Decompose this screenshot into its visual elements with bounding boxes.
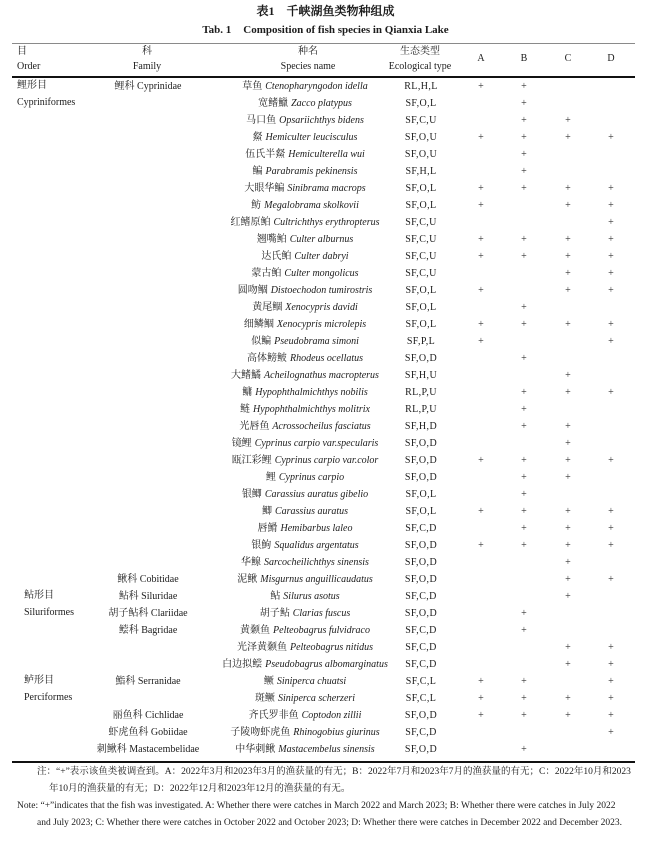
- ecological-type-cell: SF,O,D: [404, 608, 438, 619]
- table-caption-en: Composition of fish species in Qianxia Lake: [243, 24, 449, 36]
- catch-mark-c: +: [565, 387, 571, 398]
- table-row: [0, 520, 651, 537]
- header-order: [17, 44, 40, 74]
- ecological-type-cell: SF,O,L: [405, 319, 437, 330]
- catch-mark-a: +: [478, 693, 484, 704]
- catch-mark-b: +: [521, 81, 527, 92]
- catch-mark-d: +: [608, 523, 614, 534]
- table-row: [0, 350, 651, 367]
- table-note-en: [12, 798, 630, 832]
- species-latin-name: Mastacembelus sinensis: [278, 744, 375, 755]
- family-cell: 鲇科 Siluridae: [118, 591, 178, 602]
- catch-mark-c: +: [565, 472, 571, 483]
- catch-mark-c: +: [565, 557, 571, 568]
- table-body: [0, 78, 651, 758]
- order-name-zh: 鲤形目: [17, 80, 47, 91]
- catch-mark-b: +: [521, 523, 527, 534]
- species-name-zh: 大鳍鱊: [231, 370, 262, 381]
- species-latin-name: Clarias fuscus: [292, 608, 351, 619]
- species-latin-name: Pelteobagrus nitidus: [289, 642, 374, 653]
- catch-mark-b: +: [521, 149, 527, 160]
- catch-mark-d: +: [608, 336, 614, 347]
- table-row: [0, 265, 651, 282]
- catch-mark-a: +: [478, 285, 484, 296]
- header-ecological-type: [375, 44, 465, 74]
- species-latin-name: Hypophthalmichthys molitrix: [253, 404, 370, 415]
- table-row: [0, 401, 651, 418]
- catch-mark-c: +: [565, 591, 571, 602]
- ecological-type-cell: SF,H,L: [405, 166, 437, 177]
- table-row: [0, 248, 651, 265]
- catch-mark-b: +: [521, 608, 527, 619]
- species-latin-name: Xenocypris microlepis: [276, 319, 367, 330]
- table-number-en: Tab. 1: [202, 24, 232, 36]
- ecological-type-cell: SF,C,L: [405, 693, 437, 704]
- table-row: [0, 384, 651, 401]
- catch-mark-b: +: [521, 676, 527, 687]
- catch-mark-b: +: [521, 472, 527, 483]
- species-name-zh: 细鳞鲴: [243, 319, 274, 330]
- species-name-zh: 胡子鲇: [259, 608, 290, 619]
- catch-mark-c: +: [565, 285, 571, 296]
- species-latin-name: Acrossocheilus fasciatus: [272, 421, 371, 432]
- species-latin-name: Culter mongolicus: [284, 268, 359, 279]
- species-name-zh: 达氏鲌: [261, 251, 292, 262]
- species-latin-name: Hemiculterella wui: [288, 149, 365, 160]
- species-latin-name: Cyprinus carpio var.specularis: [254, 438, 379, 449]
- catch-mark-b: +: [521, 115, 527, 126]
- table-row: [0, 418, 651, 435]
- table-note-zh: [12, 764, 633, 798]
- species-name-zh: 翘嘴鲌: [256, 234, 287, 245]
- catch-mark-d: +: [608, 540, 614, 551]
- ecological-type-cell: SF,C,U: [405, 251, 437, 262]
- catch-mark-d: +: [608, 693, 614, 704]
- header-col-a: A: [477, 53, 485, 64]
- species-latin-name: Silurus asotus: [283, 591, 340, 602]
- catch-mark-c: +: [565, 132, 571, 143]
- ecological-type-cell: SF,O,D: [404, 710, 438, 721]
- catch-mark-d: +: [608, 234, 614, 245]
- header-eco-en: Ecological type: [388, 61, 452, 72]
- species-name-zh: 鲤: [265, 472, 276, 483]
- catch-mark-b: +: [521, 234, 527, 245]
- catch-mark-a: +: [478, 81, 484, 92]
- catch-mark-a: +: [478, 319, 484, 330]
- catch-mark-c: +: [565, 251, 571, 262]
- species-name-zh: 光泽黄颡鱼: [236, 642, 287, 653]
- catch-mark-b: +: [521, 540, 527, 551]
- species-name-zh: 白边拟鲿: [222, 659, 263, 670]
- catch-mark-d: +: [608, 268, 614, 279]
- table-row: [0, 282, 651, 299]
- table-row: [0, 452, 651, 469]
- catch-mark-c: +: [565, 710, 571, 721]
- species-latin-name: Siniperca scherzeri: [277, 693, 356, 704]
- table-row: [0, 554, 651, 571]
- table-row: [0, 639, 651, 656]
- ecological-type-cell: SF,H,D: [404, 421, 438, 432]
- table-row: [0, 605, 651, 622]
- catch-mark-d: +: [608, 387, 614, 398]
- species-latin-name: Megalobrama skolkovii: [264, 200, 359, 211]
- table-row: [0, 690, 651, 707]
- ecological-type-cell: SF,O,L: [405, 183, 437, 194]
- species-name-zh: 似鳊: [251, 336, 272, 347]
- ecological-type-cell: SF,P,L: [406, 336, 436, 347]
- species-latin-name: Ctenopharyngodon idella: [265, 81, 368, 92]
- species-name-zh: 齐氏罗非鱼: [248, 710, 299, 721]
- species-name-zh: 鲇: [270, 591, 281, 602]
- catch-mark-d: +: [608, 455, 614, 466]
- species-latin-name: Cultrichthys erythropterus: [273, 217, 380, 228]
- table-row: [0, 571, 651, 588]
- catch-mark-c: +: [565, 523, 571, 534]
- species-latin-name: Pseudobrama simoni: [274, 336, 359, 347]
- species-name-zh: 草鱼: [242, 81, 263, 92]
- ecological-type-cell: SF,H,U: [404, 370, 438, 381]
- table-row: [0, 129, 651, 146]
- order-name-en: Cypriniformes: [17, 96, 76, 108]
- ecological-type-cell: SF,C,D: [405, 727, 437, 738]
- ecological-type-cell: SF,O,D: [404, 438, 438, 449]
- table-row: [0, 707, 651, 724]
- ecological-type-cell: SF,O,D: [404, 744, 438, 755]
- catch-mark-b: +: [521, 251, 527, 262]
- catch-mark-a: +: [478, 183, 484, 194]
- table-row: [0, 146, 651, 163]
- catch-mark-c: +: [565, 693, 571, 704]
- ecological-type-cell: SF,O,U: [404, 132, 438, 143]
- table-row: [0, 656, 651, 673]
- species-latin-name: Culter dabryi: [294, 251, 349, 262]
- table-row: [0, 333, 651, 350]
- catch-mark-d: +: [608, 659, 614, 670]
- catch-mark-a: +: [478, 506, 484, 517]
- table-title-en: [0, 22, 651, 38]
- species-latin-name: Parabramis pekinensis: [265, 166, 358, 177]
- catch-mark-c: +: [565, 115, 571, 126]
- species-latin-name: Coptodon zillii: [301, 710, 362, 721]
- species-latin-name: Carassius auratus: [274, 506, 349, 517]
- species-name-zh: 子陵吻虾虎鱼: [230, 727, 291, 738]
- species-latin-name: Rhodeus ocellatus: [289, 353, 364, 364]
- species-name-zh: 唇䱻: [257, 523, 278, 534]
- species-latin-name: Misgurnus anguillicaudatus: [260, 574, 373, 585]
- ecological-type-cell: SF,C,D: [405, 642, 437, 653]
- table-row: [0, 163, 651, 180]
- species-latin-name: Siniperca chuatsi: [276, 676, 347, 687]
- catch-mark-d: +: [608, 319, 614, 330]
- species-name-zh: 银鮈: [251, 540, 272, 551]
- species-name-zh: 宽鳍鱲: [258, 98, 289, 109]
- family-cell: 丽鱼科 Cichlidae: [112, 710, 184, 721]
- ecological-type-cell: SF,O,L: [405, 98, 437, 109]
- ecological-type-cell: SF,C,U: [405, 268, 437, 279]
- species-latin-name: Squalidus argentatus: [274, 540, 359, 551]
- species-latin-name: Acheilognathus macropterus: [264, 370, 379, 381]
- table-row: [0, 367, 651, 384]
- catch-mark-d: +: [608, 183, 614, 194]
- catch-mark-a: +: [478, 234, 484, 245]
- catch-mark-a: +: [478, 200, 484, 211]
- catch-mark-a: +: [478, 676, 484, 687]
- ecological-type-cell: SF,O,L: [405, 302, 437, 313]
- species-latin-name: Carassius auratus gibelio: [264, 489, 369, 500]
- family-cell: 鳅科 Cobitidae: [117, 574, 179, 585]
- catch-mark-c: +: [565, 642, 571, 653]
- catch-mark-b: +: [521, 353, 527, 364]
- species-name-zh: 圆吻鲴: [237, 285, 268, 296]
- catch-mark-b: +: [521, 302, 527, 313]
- catch-mark-d: +: [608, 200, 614, 211]
- catch-mark-d: +: [608, 506, 614, 517]
- table-bottom-rule: [12, 761, 635, 763]
- catch-mark-b: +: [521, 132, 527, 143]
- species-name-zh: 高体鳑鲏: [246, 353, 287, 364]
- species-latin-name: Sarcocheilichthys sinensis: [264, 557, 369, 568]
- ecological-type-cell: SF,O,L: [405, 285, 437, 296]
- catch-mark-c: +: [565, 200, 571, 211]
- species-latin-name: Cyprinus carpio var.color: [274, 455, 379, 466]
- table-row: [0, 469, 651, 486]
- catch-mark-c: +: [565, 438, 571, 449]
- table-row: [0, 741, 651, 758]
- species-name-zh: 镜鲤: [231, 438, 252, 449]
- catch-mark-c: +: [565, 234, 571, 245]
- ecological-type-cell: RL,P,U: [405, 387, 437, 398]
- species-name-zh: 䱗: [252, 132, 263, 143]
- species-name-zh: 银鲫: [241, 489, 262, 500]
- species-name-zh: 鳙: [242, 387, 253, 398]
- family-cell: 鲿科 Bagridae: [118, 625, 178, 636]
- catch-mark-c: +: [565, 268, 571, 279]
- header-species: [243, 44, 373, 74]
- table-number-zh: 表1: [256, 4, 275, 18]
- species-name-zh: 鳜: [263, 676, 274, 687]
- species-name-zh: 红鳍原鲌: [230, 217, 271, 228]
- ecological-type-cell: SF,O,U: [404, 149, 438, 160]
- header-col-c: C: [564, 53, 572, 64]
- family-cell: 鮨科 Serranidae: [115, 676, 181, 687]
- ecological-type-cell: SF,O,D: [404, 353, 438, 364]
- ecological-type-cell: SF,C,U: [405, 217, 437, 228]
- species-name-zh: 斑鳜: [254, 693, 275, 704]
- header-col-b: B: [520, 53, 528, 64]
- species-latin-name: Pelteobagrus fulvidraco: [273, 625, 370, 636]
- catch-mark-d: +: [608, 642, 614, 653]
- header-order-en: Order: [17, 61, 41, 72]
- catch-mark-c: +: [565, 319, 571, 330]
- species-name-zh: 马口鱼: [246, 115, 277, 126]
- species-latin-name: Hypophthalmichthys nobilis: [255, 387, 368, 398]
- species-latin-name: Opsariichthys bidens: [279, 115, 364, 126]
- catch-mark-c: +: [565, 370, 571, 381]
- ecological-type-cell: SF,C,D: [405, 659, 437, 670]
- species-name-zh: 泥鳅: [237, 574, 258, 585]
- table-row: [0, 537, 651, 554]
- header-species-zh: 种名: [298, 46, 318, 57]
- species-name-zh: 大眼华鳊: [244, 183, 285, 194]
- species-name-zh: 华鳈: [241, 557, 262, 568]
- species-latin-name: Sinibrama macrops: [287, 183, 366, 194]
- order-name-zh: 鲇形目: [24, 590, 54, 601]
- species-latin-name: Pseudobagrus albomarginatus: [265, 659, 388, 670]
- catch-mark-a: +: [478, 710, 484, 721]
- catch-mark-c: +: [565, 540, 571, 551]
- species-latin-name: Hemibarbus laleo: [280, 523, 353, 534]
- catch-mark-d: +: [608, 676, 614, 687]
- species-name-zh: 鲫: [261, 506, 272, 517]
- header-col-d: D: [607, 53, 615, 64]
- catch-mark-b: +: [521, 98, 527, 109]
- catch-mark-d: +: [608, 710, 614, 721]
- species-latin-name: Zacco platypus: [291, 98, 352, 109]
- table-row: [0, 197, 651, 214]
- catch-mark-b: +: [521, 506, 527, 517]
- ecological-type-cell: SF,O,D: [404, 574, 438, 585]
- table-row: [0, 95, 651, 112]
- ecological-type-cell: RL,P,U: [405, 404, 437, 415]
- species-latin-name: Rhinogobius giurinus: [293, 727, 380, 738]
- catch-mark-b: +: [521, 693, 527, 704]
- table-row: [0, 622, 651, 639]
- family-cell: 鲤科 Cyprinidae: [114, 81, 182, 92]
- catch-mark-b: +: [521, 404, 527, 415]
- header-order-zh: 目: [17, 46, 27, 57]
- ecological-type-cell: SF,O,L: [405, 506, 437, 517]
- table-row: [0, 316, 651, 333]
- header-family-zh: 科: [142, 46, 152, 57]
- species-latin-name: Xenocypris davidi: [285, 302, 358, 313]
- catch-mark-a: +: [478, 540, 484, 551]
- ecological-type-cell: SF,O,D: [404, 472, 438, 483]
- ecological-type-cell: SF,C,U: [405, 234, 437, 245]
- species-name-zh: 黄尾鲴: [252, 302, 283, 313]
- catch-mark-a: +: [478, 336, 484, 347]
- catch-mark-b: +: [521, 710, 527, 721]
- header-family: [97, 44, 197, 74]
- catch-mark-b: +: [521, 489, 527, 500]
- note-zh-text: 注：“+”表示该鱼类被调查到。A：2022年3月和2023年3月的渔获量的有无；B：2022年7月和2023年7月的渔获量的有无；C：2022年10月和2023年10月的渔获量的有无；D：2022年12月和2023年12月的渔获量的有无。: [37, 767, 631, 794]
- catch-mark-b: +: [521, 387, 527, 398]
- species-latin-name: Cyprinus carpio: [278, 472, 345, 483]
- species-latin-name: Hemiculter leucisculus: [265, 132, 358, 143]
- species-name-zh: 鳊: [252, 166, 263, 177]
- table-row: [0, 299, 651, 316]
- table-row: [0, 486, 651, 503]
- catch-mark-d: +: [608, 727, 614, 738]
- catch-mark-b: +: [521, 166, 527, 177]
- ecological-type-cell: SF,O,D: [404, 455, 438, 466]
- table-row: [0, 435, 651, 452]
- catch-mark-b: +: [521, 744, 527, 755]
- ecological-type-cell: SF,O,L: [405, 489, 437, 500]
- family-cell: 胡子鲇科 Clariidae: [108, 608, 188, 619]
- table-row: [0, 180, 651, 197]
- ecological-type-cell: SF,C,D: [405, 523, 437, 534]
- species-name-zh: 伍氏半䱗: [245, 149, 286, 160]
- species-name-zh: 鲂: [251, 200, 262, 211]
- catch-mark-c: +: [565, 421, 571, 432]
- catch-mark-b: +: [521, 319, 527, 330]
- ecological-type-cell: SF,C,U: [405, 115, 437, 126]
- order-name-en: Siluriformes: [24, 606, 74, 618]
- catch-mark-c: +: [565, 183, 571, 194]
- header-family-en: Family: [132, 61, 162, 72]
- catch-mark-b: +: [521, 183, 527, 194]
- table-row: [0, 724, 651, 741]
- species-name-zh: 黄颡鱼: [240, 625, 271, 636]
- ecological-type-cell: RL,H,L: [404, 81, 438, 92]
- catch-mark-c: +: [565, 659, 571, 670]
- table-title-zh: [0, 3, 651, 19]
- table-row: [0, 503, 651, 520]
- ecological-type-cell: SF,O,L: [405, 200, 437, 211]
- catch-mark-d: +: [608, 132, 614, 143]
- ecological-type-cell: SF,C,L: [405, 676, 437, 687]
- species-name-zh: 蒙古鲌: [251, 268, 282, 279]
- order-name-zh: 鲈形目: [24, 675, 54, 686]
- catch-mark-d: +: [608, 217, 614, 228]
- catch-mark-c: +: [565, 506, 571, 517]
- catch-mark-a: +: [478, 132, 484, 143]
- catch-mark-b: +: [521, 625, 527, 636]
- note-en-text: Note: “+”indicates that the fish was investigated. A: Whether there were catches in March 2022 and March 2023; B: Whether there were catches in July 2022 and July 2023; C: Whether there were catches in October 2022 and October 2023; D: Whether there were catches in December 2022 and December 2023.: [17, 801, 623, 828]
- table-row: [0, 112, 651, 129]
- catch-mark-d: +: [608, 285, 614, 296]
- table-caption-zh: 千峡湖鱼类物种组成: [286, 4, 395, 18]
- catch-mark-b: +: [521, 455, 527, 466]
- ecological-type-cell: SF,O,D: [404, 540, 438, 551]
- species-name-zh: 瓯江彩鲤: [231, 455, 272, 466]
- ecological-type-cell: SF,C,D: [405, 625, 437, 636]
- table-row: [0, 231, 651, 248]
- catch-mark-c: +: [565, 455, 571, 466]
- species-latin-name: Culter alburnus: [289, 234, 354, 245]
- header-eco-zh: 生态类型: [400, 46, 440, 57]
- catch-mark-b: +: [521, 421, 527, 432]
- catch-mark-c: +: [565, 574, 571, 585]
- ecological-type-cell: SF,O,D: [404, 557, 438, 568]
- catch-mark-d: +: [608, 574, 614, 585]
- catch-mark-d: +: [608, 251, 614, 262]
- catch-mark-a: +: [478, 251, 484, 262]
- table-row: [0, 214, 651, 231]
- species-latin-name: Distoechodon tumirostris: [270, 285, 373, 296]
- ecological-type-cell: SF,C,D: [405, 591, 437, 602]
- order-name-en: Perciformes: [24, 691, 73, 703]
- family-cell: 刺鳅科 Mastacembelidae: [96, 744, 200, 755]
- species-name-zh: 中华刺鳅: [235, 744, 276, 755]
- species-name-zh: 光唇鱼: [239, 421, 270, 432]
- family-cell: 虾虎鱼科 Gobiidae: [108, 727, 188, 738]
- header-species-en: Species name: [280, 61, 336, 72]
- catch-mark-a: +: [478, 455, 484, 466]
- species-name-zh: 鲢: [240, 404, 251, 415]
